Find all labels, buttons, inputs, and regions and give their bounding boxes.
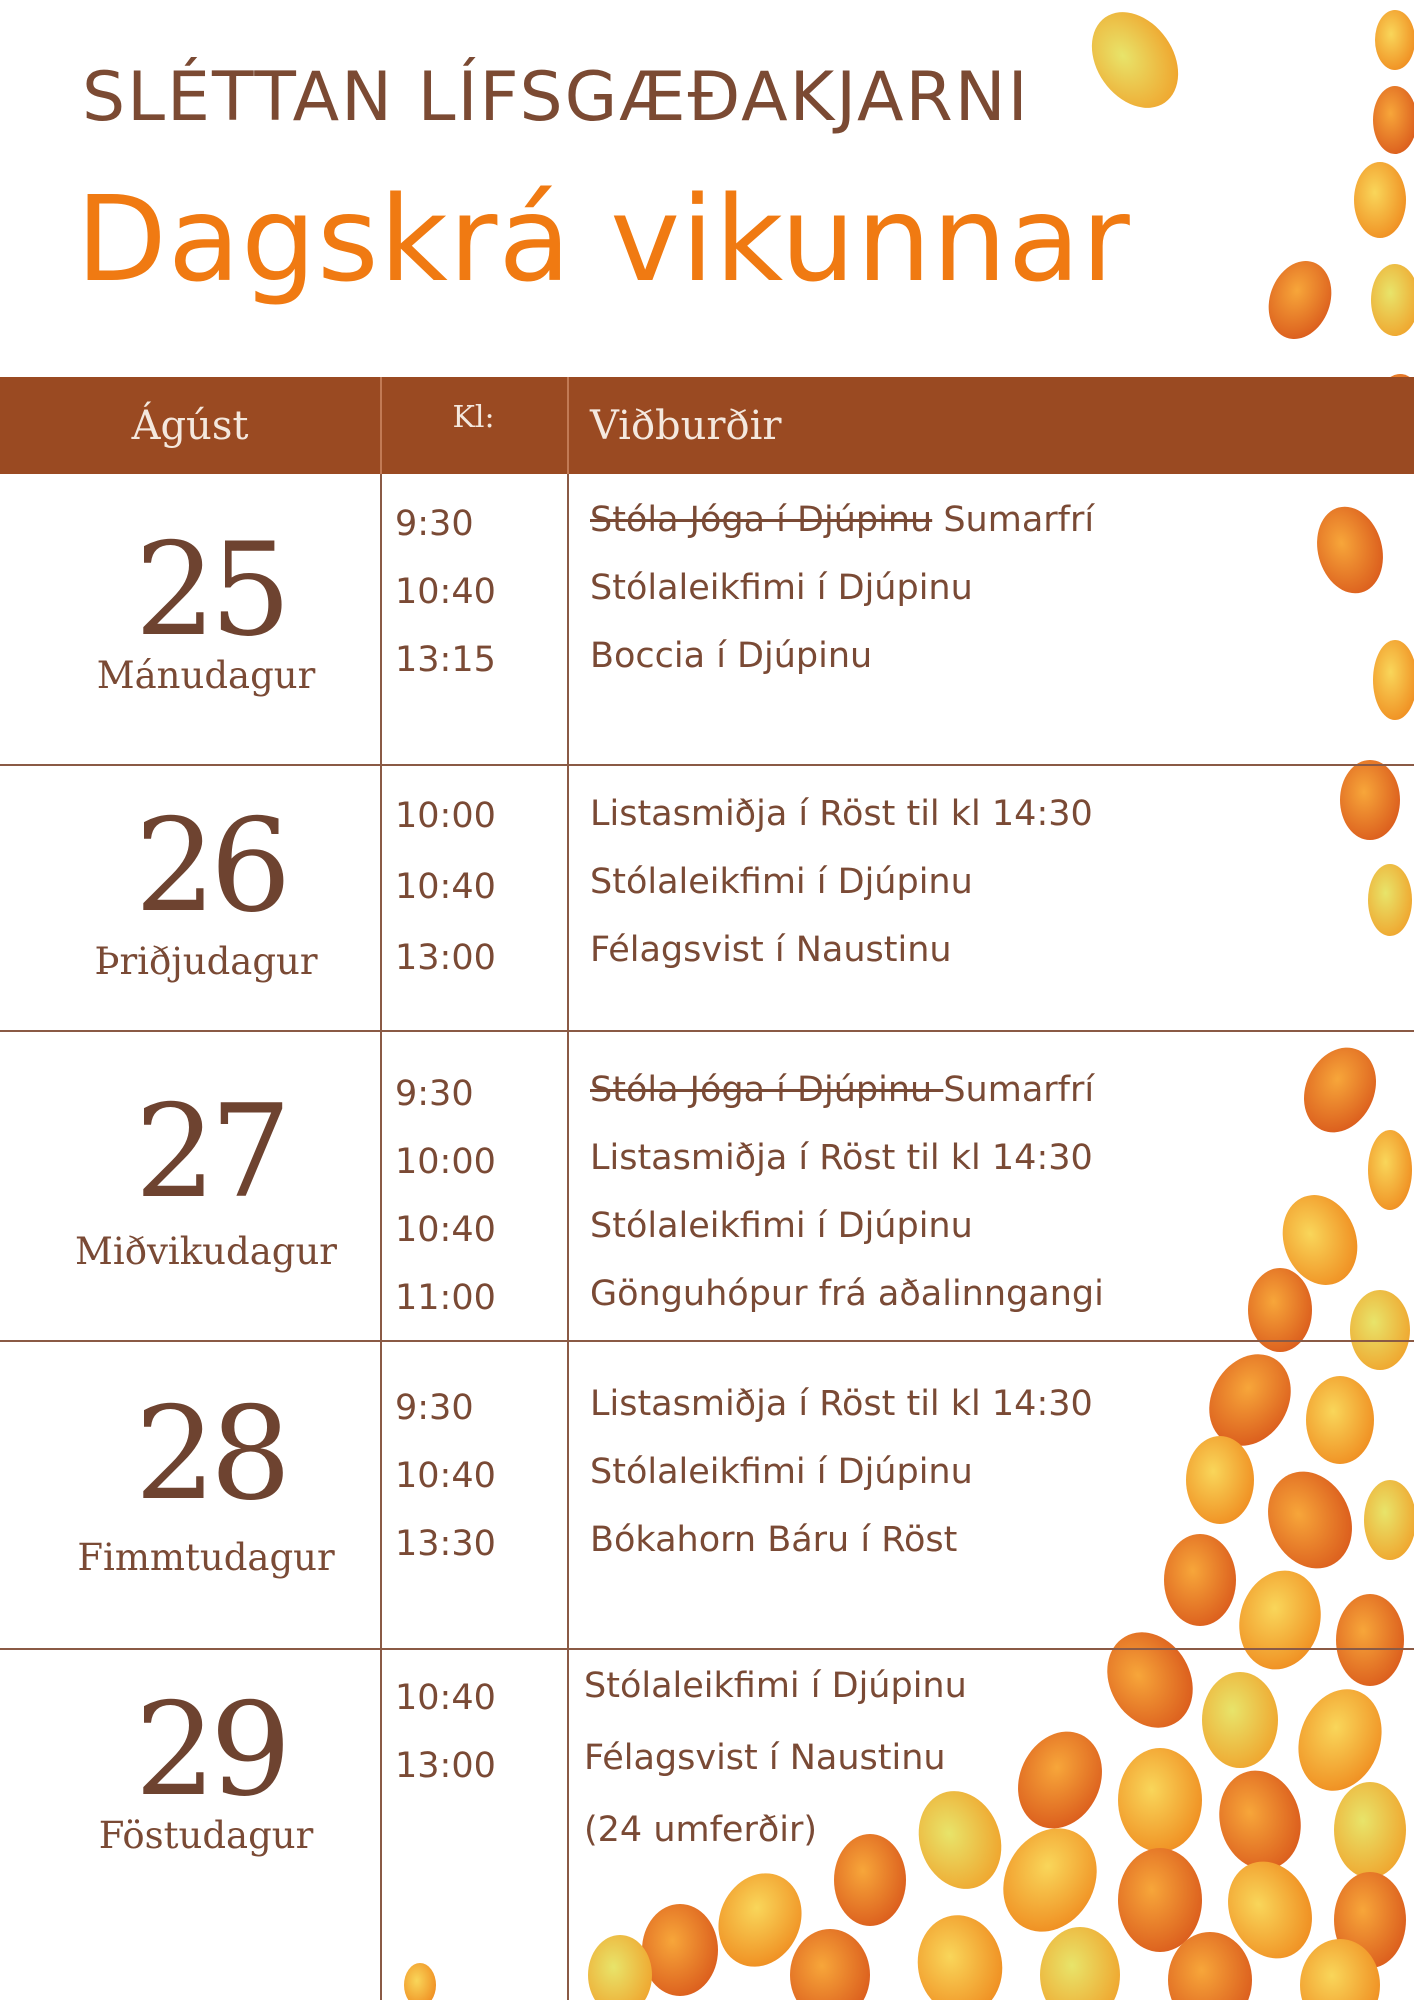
header-divider <box>380 377 382 474</box>
event-note: Sumarfrí <box>932 500 1095 540</box>
time-slot: 11:00 <box>395 1278 496 1318</box>
day-number: 25 <box>134 516 286 665</box>
event-item: Stólaleikfimi í Djúpinu <box>590 862 973 902</box>
day-number: 28 <box>134 1380 286 1529</box>
event-item: Félagsvist í Naustinu <box>584 1738 946 1778</box>
event-item: Listasmiðja í Röst til kl 14:30 <box>590 1138 1093 1178</box>
time-slot: 13:00 <box>395 938 496 978</box>
page-title: Dagskrá vikunnar <box>76 170 1131 308</box>
time-slot: 9:30 <box>395 1074 474 1114</box>
event-item: Félagsvist í Naustinu <box>590 930 952 970</box>
day-number: 27 <box>134 1078 286 1227</box>
column-header-month: Ágúst <box>131 402 249 449</box>
event-item: Bókahorn Báru í Röst <box>590 1520 958 1560</box>
cancelled-event: Stóla Jóga í Djúpinu <box>590 1070 944 1110</box>
row-divider <box>0 764 1414 766</box>
time-slot: 9:30 <box>395 1388 474 1428</box>
time-slot: 10:40 <box>395 572 496 612</box>
event-note: Sumarfrí <box>943 1070 1095 1110</box>
time-list <box>395 1678 496 1814</box>
header-divider <box>567 377 569 474</box>
event-item: Boccia í Djúpinu <box>590 636 873 676</box>
event-list <box>590 1384 1093 1588</box>
day-name: Mánudagur <box>96 654 316 697</box>
day-number: 26 <box>134 792 286 941</box>
event-item <box>590 500 1094 568</box>
event-item: Gönguhópur frá aðalinngangi <box>590 1274 1104 1314</box>
day-name: Miðvikudagur <box>75 1230 337 1273</box>
event-item: (24 umferðir) <box>584 1810 818 1850</box>
time-slot: 13:15 <box>395 640 496 680</box>
time-slot: 10:00 <box>395 1142 496 1182</box>
time-slot: 9:30 <box>395 504 474 544</box>
event-item: Stólaleikfimi í Djúpinu <box>584 1666 967 1706</box>
column-header-events: Viðburðir <box>590 402 782 449</box>
event-item <box>590 1070 1104 1138</box>
event-list <box>584 1666 967 1882</box>
day-name: Föstudagur <box>98 1814 314 1857</box>
time-list <box>395 1388 496 1592</box>
row-divider <box>0 1030 1414 1032</box>
event-item: Stólaleikfimi í Djúpinu <box>590 1206 973 1246</box>
event-list <box>590 500 1094 704</box>
event-item: Stólaleikfimi í Djúpinu <box>590 1452 973 1492</box>
time-slot: 10:40 <box>395 867 496 907</box>
org-name: SLÉTTAN LÍFSGÆÐAKJARNI <box>82 58 1030 137</box>
event-item: Listasmiðja í Röst til kl 14:30 <box>590 794 1093 834</box>
day-name: Þriðjudagur <box>94 940 318 983</box>
time-list <box>395 796 496 1009</box>
time-slot: 10:40 <box>395 1456 496 1496</box>
day-name: Fimmtudagur <box>77 1536 335 1579</box>
schedule-table <box>0 474 1414 2000</box>
event-list <box>590 794 1093 998</box>
time-slot: 13:30 <box>395 1524 496 1564</box>
time-slot: 13:00 <box>395 1746 496 1786</box>
column-divider <box>567 474 569 2000</box>
event-list <box>590 1070 1104 1342</box>
time-list <box>395 504 496 708</box>
time-slot: 10:40 <box>395 1210 496 1250</box>
cancelled-event: Stóla Jóga í Djúpinu <box>590 500 933 540</box>
table-header <box>0 377 1414 474</box>
event-item: Stólaleikfimi í Djúpinu <box>590 568 973 608</box>
row-divider <box>0 1648 1414 1650</box>
column-header-time: Kl: <box>452 400 495 435</box>
day-number: 29 <box>134 1676 286 1825</box>
time-list <box>395 1074 496 1346</box>
time-slot: 10:00 <box>395 796 496 836</box>
time-slot: 10:40 <box>395 1678 496 1718</box>
event-item: Listasmiðja í Röst til kl 14:30 <box>590 1384 1093 1424</box>
